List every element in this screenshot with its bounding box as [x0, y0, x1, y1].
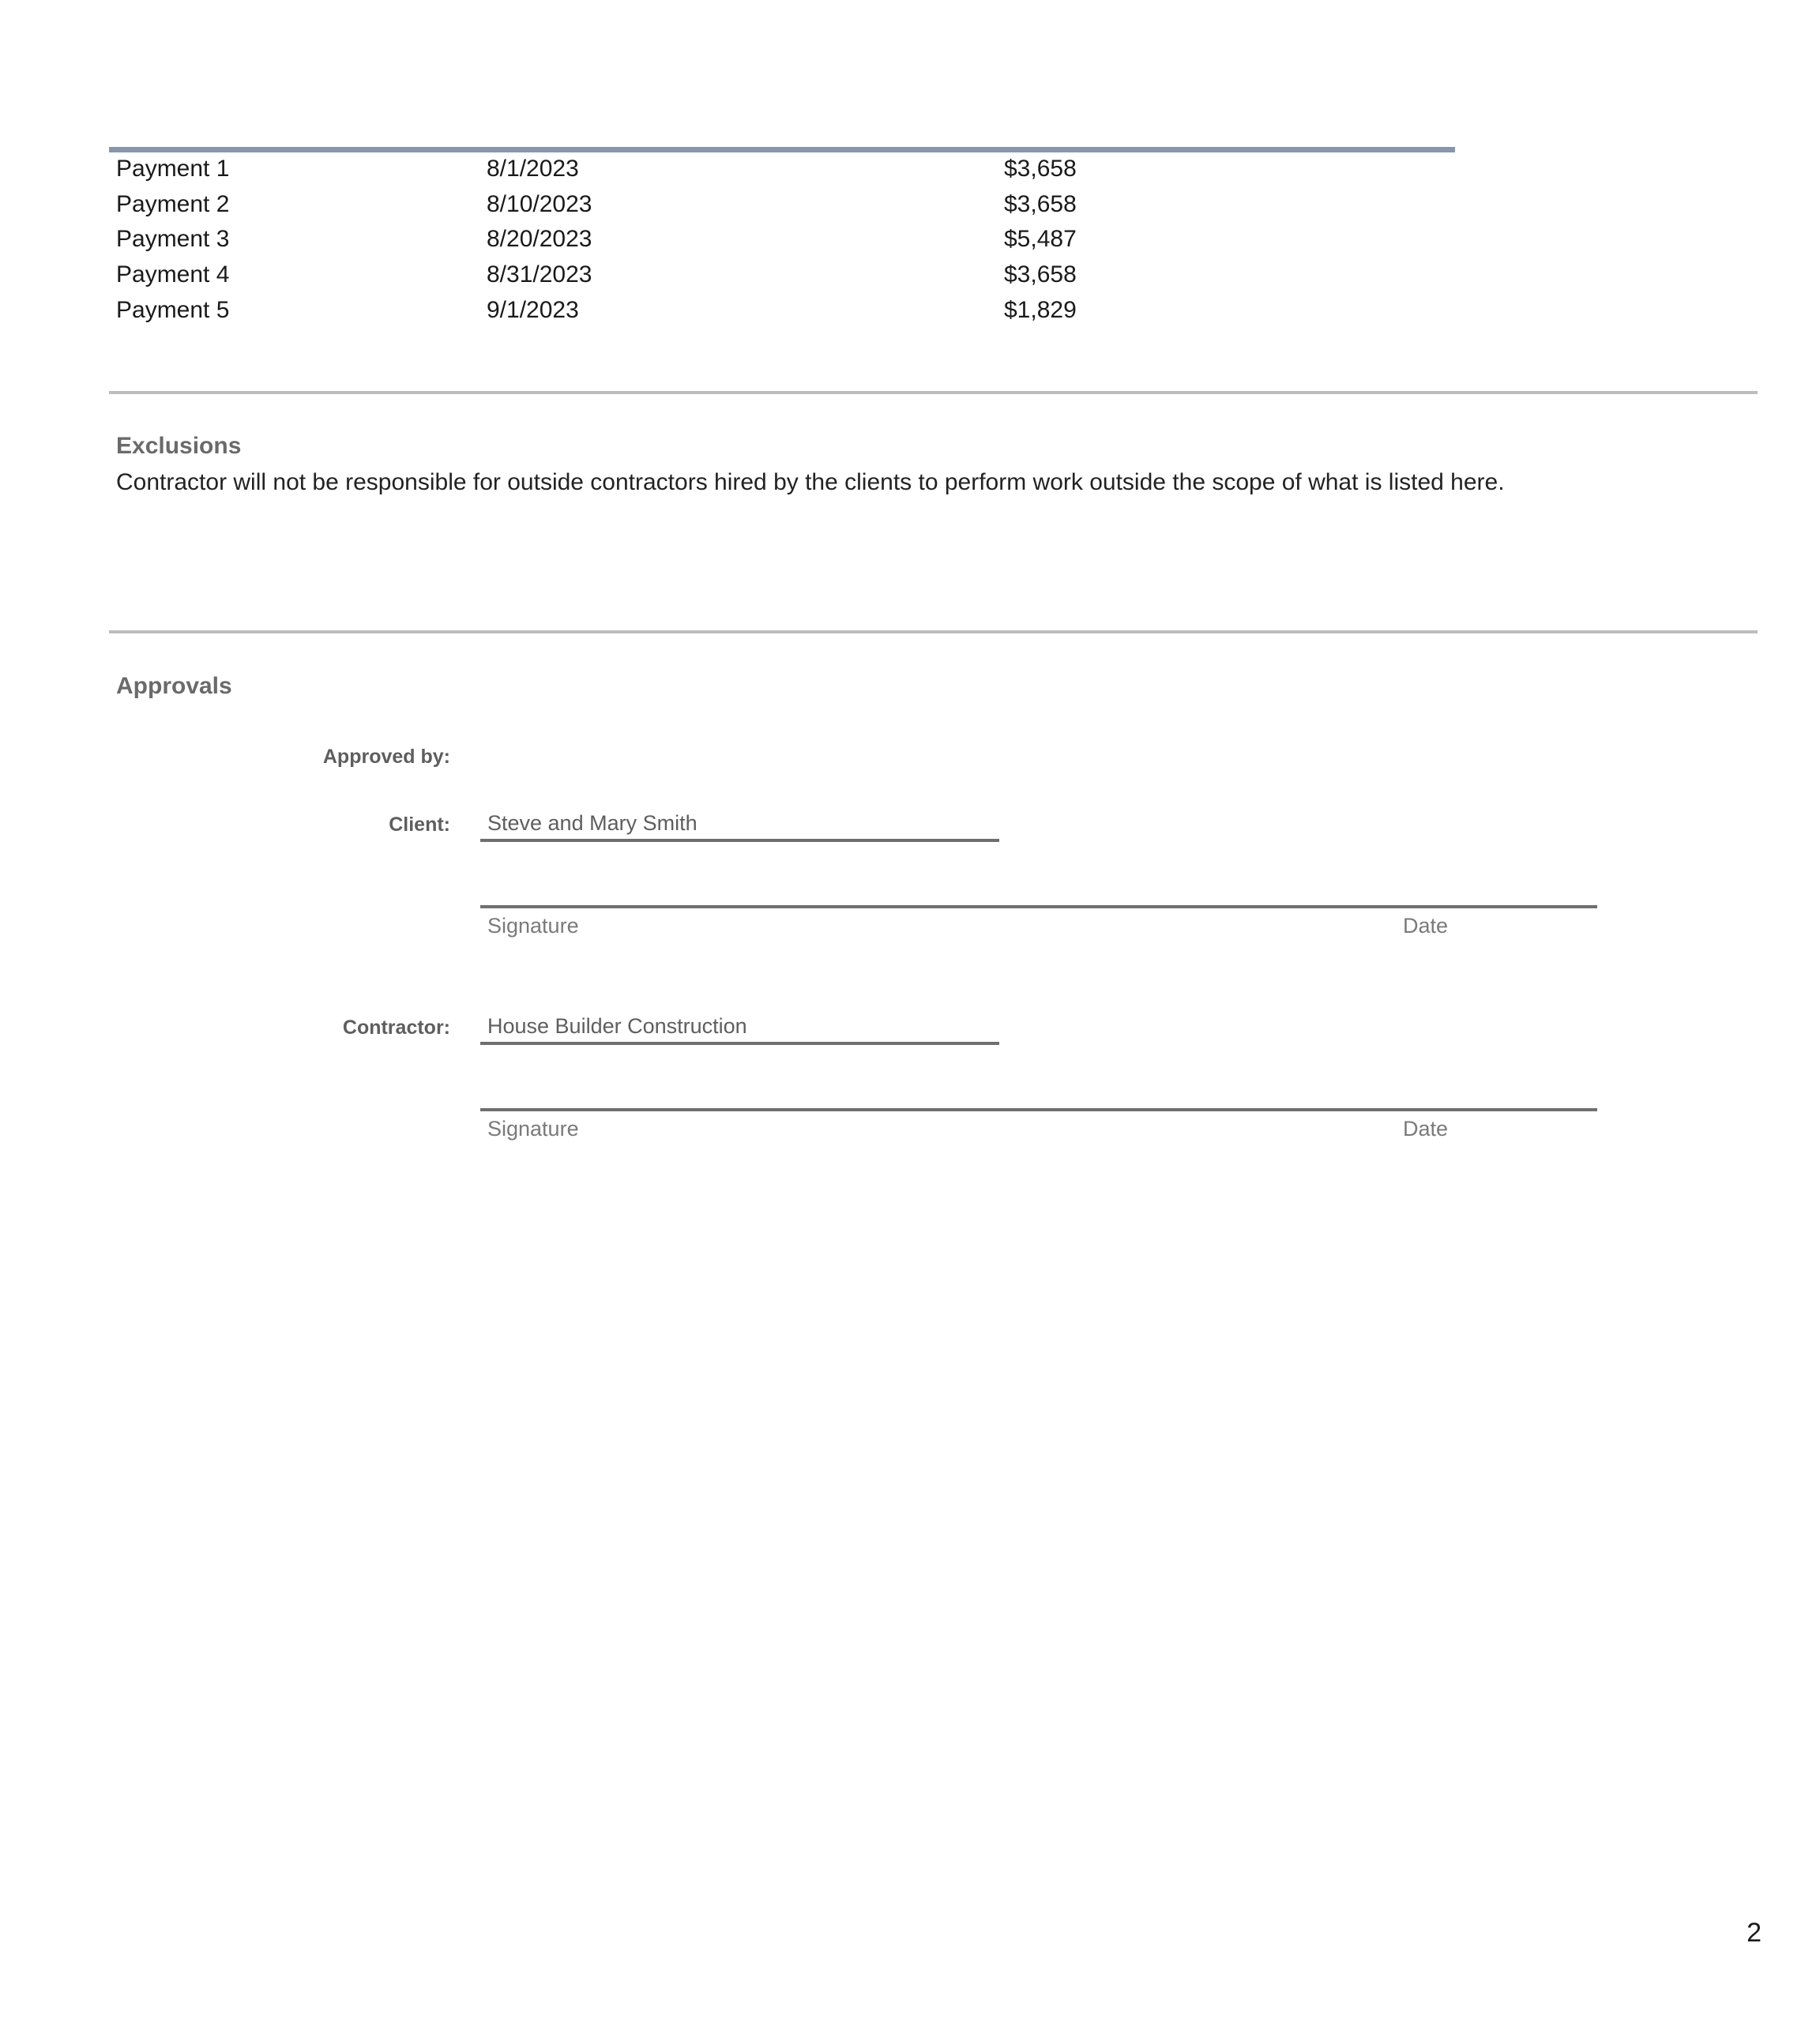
table-row: [116, 187, 1301, 222]
contractor-name-line: [480, 1042, 999, 1045]
payment-date: 8/20/2023: [487, 226, 592, 252]
client-name-line: [480, 839, 999, 842]
section-divider: [109, 630, 1758, 633]
contractor-signature-line[interactable]: [480, 1108, 1597, 1111]
client-date-caption: Date: [1403, 914, 1449, 938]
payment-date: 8/10/2023: [487, 191, 592, 217]
contractor-label: Contractor:: [342, 1017, 450, 1039]
payment-name: Payment 3: [116, 226, 230, 252]
payment-name: Payment 5: [116, 297, 230, 323]
client-signature-caption: Signature: [487, 914, 579, 938]
payment-amount: $1,829: [1004, 297, 1077, 323]
payment-amount: $3,658: [1004, 261, 1077, 288]
payment-amount: $5,487: [1004, 226, 1077, 252]
payment-name: Payment 1: [116, 156, 230, 182]
payment-name: Payment 4: [116, 261, 230, 288]
table-row: [116, 257, 1301, 292]
payment-date: 8/1/2023: [487, 156, 579, 182]
payment-amount: $3,658: [1004, 191, 1077, 217]
payment-date: 8/31/2023: [487, 261, 592, 288]
table-row: [116, 293, 1301, 328]
payment-name: Payment 2: [116, 191, 230, 217]
section-divider: [109, 391, 1758, 394]
client-signature-line[interactable]: [480, 905, 1597, 908]
contractor-name: House Builder Construction: [487, 1014, 747, 1038]
page-number: 2: [1747, 1918, 1762, 1948]
contractor-signature-caption: Signature: [487, 1117, 579, 1141]
client-label: Client:: [389, 814, 450, 836]
exclusions-text: Contractor will not be responsible for outside contractors hired by the clients to perform work outside the scope of what is listed here.: [116, 469, 1505, 495]
contractor-date-caption: Date: [1403, 1117, 1449, 1141]
table-row: [116, 222, 1301, 257]
table-row: [116, 152, 1301, 186]
approvals-heading: Approvals: [116, 673, 232, 699]
exclusions-heading: Exclusions: [116, 433, 242, 459]
payment-date: 9/1/2023: [487, 297, 579, 323]
client-name: Steve and Mary Smith: [487, 811, 698, 835]
approved-by-label: Approved by:: [322, 746, 450, 768]
payment-amount: $3,658: [1004, 156, 1077, 182]
